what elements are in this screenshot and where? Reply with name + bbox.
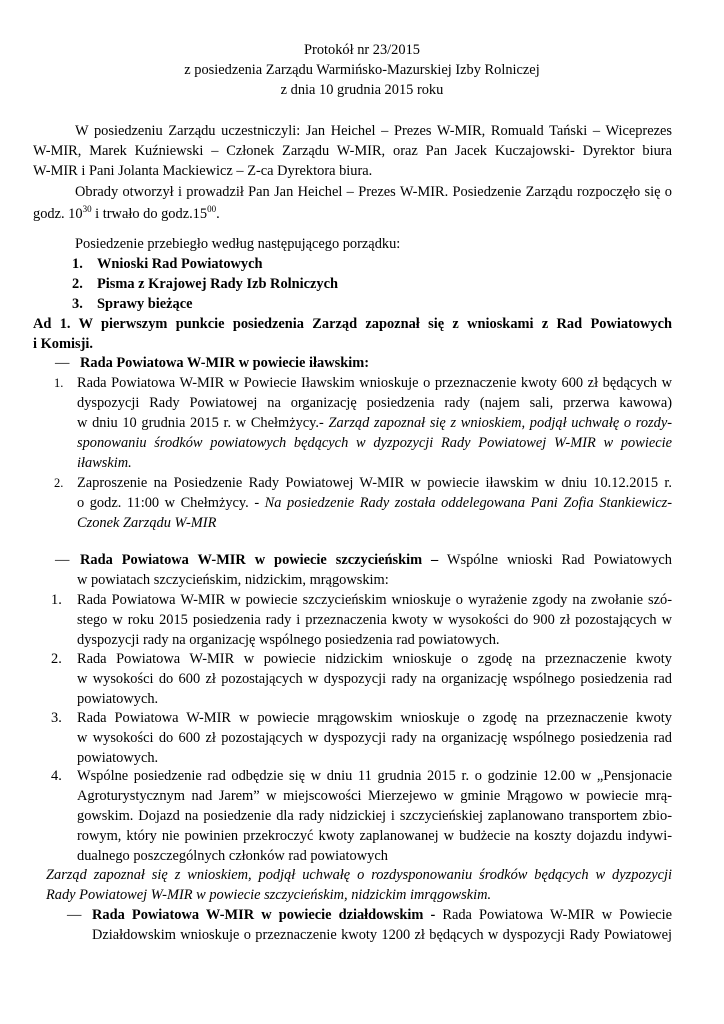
intro-hours: godz. $10^{30}$ i trwało do $godz.15^{00}$. [33, 204, 220, 222]
intro-line: W-MIR, Marek Kuźniewski – Członek Zarządu W-MIR, oraz Pan Jacek Kuczajowski- Dyrektor biura [33, 143, 672, 159]
intro-line: W posiedzeniu Zarządu uczestniczyli: Jan Heichel – Prezes W-MIR, Romuald Tański – Wiceprezes [75, 123, 672, 139]
list-item-text: Rada Powiatowa W-MIR w powiecie nidzickim wnioskuje o zgodę na przeznaczenie kwoty [77, 651, 672, 667]
list-item-text: dyspozycji Rady Powiatowej na organizację posiedzenia rady (najem sali, przerwa kawowa) [77, 395, 672, 411]
list-item-text: powiatowych. [77, 750, 159, 766]
list-item-text: Rada Powiatowa W-MIR w powiecie mrągowskim wnioskuje o zgodę na przeznaczenie kwoty [77, 710, 672, 726]
decision-text: Rady Powiatowej W-MIR w powiecie szczycieńskim, nidzickim imrągowskim. [46, 887, 492, 903]
list-number: 2. [54, 476, 64, 490]
dash-bullet: — [55, 552, 70, 568]
intro-line: Obrady otworzył i prowadził Pan Jan Heichel – Prezes W-MIR. Posiedzenie Zarządu rozpoczęło się o [75, 184, 672, 200]
decision-text: sponowaniu środków powiatowych będących w dyzpozycji Rady Powiatowej W-MIR w powiecie [77, 435, 672, 451]
list-item-text: dyspozycji rady na organizację wspólnego posiedzenia rad powiatowych. [77, 632, 500, 648]
list-number: 3. [51, 710, 62, 726]
list-item-text: dualnego poszczególnych członków rad powiatowych [77, 848, 388, 864]
dash-bullet: — [55, 355, 70, 371]
document-subtitle: z posiedzenia Zarządu Warmińsko-Mazurskiej Izby Rolniczej [184, 62, 540, 78]
list-item-text: Działdowskim wnioskuje o przeznaczenie kwoty 1200 zł będących w dyspozycji Rady Powiatowej [92, 927, 672, 943]
agenda-intro: Posiedzenie przebiegło według następującego porządku: [75, 236, 401, 252]
document-date: z dnia 10 grudnia 2015 roku [280, 82, 444, 98]
list-item-text: Wspólne posiedzenie rad odbędzie się w dniu 11 grudnia 2015 r. o godzinie 12.00 w „Pensjonacie [77, 768, 672, 784]
agenda-item: Sprawy bieżące [97, 296, 193, 312]
list-number: 2. [51, 651, 62, 667]
list-number: 1. [54, 376, 64, 390]
agenda-number: 1. [72, 256, 83, 272]
ad1-heading: Ad 1. W pierwszym punkcie posiedzenia Zarząd zapoznał się z wnioskami z Rad Powiatowych [33, 316, 672, 332]
section-heading-dzialdowo: Rada Powiatowa W-MIR w powiecie działdowskim - Rada Powiatowa W-MIR w Powiecie [92, 907, 672, 923]
list-number: 4. [51, 768, 62, 784]
dash-bullet: — [67, 907, 82, 923]
agenda-number: 3. [72, 296, 83, 312]
list-number: 1. [51, 592, 62, 608]
section-heading-ilawa: Rada Powiatowa W-MIR w powiecie iławskim: [80, 355, 369, 371]
agenda-item: Pisma z Krajowej Rady Izb Rolniczych [97, 276, 339, 292]
section-heading-szczytno: Rada Powiatowa W-MIR w powiecie szczycieńskim – Wspólne wnioski Rad Powiatowych [80, 552, 672, 568]
list-item-text: Rada Powiatowa W-MIR w powiecie szczycieńskim wnioskuje o wyrażenie zgody na zwołanie szó- [77, 592, 672, 608]
list-item-text: Agroturystycznym nad Jarem” w miejscowości Mierzejewo w gminie Mrągowo w powiecie mrą- [77, 788, 672, 804]
decision-text: Czonek Zarządu W-MIR [77, 515, 217, 531]
list-item-text: gowskim. Dojazd na posiedzenie dla rady nidzickiej i szczycieńskiej zaplanowano transportem zbio- [77, 808, 672, 824]
list-item-text: stego w roku 2015 posiedzenia rady i przeznaczenia kwoty w wysokości do 900 zł pozostających w [77, 612, 672, 628]
list-item-text: Zaproszenie na Posiedzenie Rady Powiatowej W-MIR w powiecie iławskim w dniu 10.12.2015 r. [77, 475, 672, 491]
list-item-text: w dniu 10 grudnia 2015 r. w Chełmżycy.- Zarząd zapoznał się z wnioskiem, podjął uchwałę o rozdy- [77, 415, 672, 431]
list-item-text: o godz. 11:00 w Chełmżycy. - Na posiedzenie Rady została oddelegowana Pani Zofia Stankiewicz- [77, 495, 672, 511]
list-item-text: powiatowych. [77, 691, 159, 707]
section-heading-cont: w powiatach szczycieńskim, nidzickim, mrągowskim: [77, 572, 389, 588]
decision-text: Zarząd zapoznał się z wnioskiem, podjął uchwałę o rozdysponowaniu środków będących w dyzpozycji [46, 867, 672, 883]
list-item-text: Rada Powiatowa W-MIR w Powiecie Iławskim wnioskuje o przeznaczenie kwoty 600 zł będących w [77, 375, 672, 391]
intro-line: W-MIR i Pani Jolanta Mackiewicz – Z-ca Dyrektora biura. [33, 163, 373, 179]
list-item-text: w wysokości do 600 zł pozostających w dyspozycji rady na organizację wspólnego posiedzenia rad [77, 671, 672, 687]
list-item-text: w wysokości do 600 zł pozostających w dyspozycji rady na organizację wspólnego posiedzenia rad [77, 730, 672, 746]
document-title: Protokół nr 23/2015 [304, 42, 420, 58]
ad1-heading-cont: i Komisji. [33, 336, 93, 352]
agenda-item: Wnioski Rad Powiatowych [97, 256, 263, 272]
decision-text: iławskim. [77, 455, 132, 471]
list-item-text: rowym, który nie powinien przekroczyć kwoty zaplanowanej w budżecie na koszty dojazdu indywi- [77, 828, 672, 844]
agenda-number: 2. [72, 276, 83, 292]
